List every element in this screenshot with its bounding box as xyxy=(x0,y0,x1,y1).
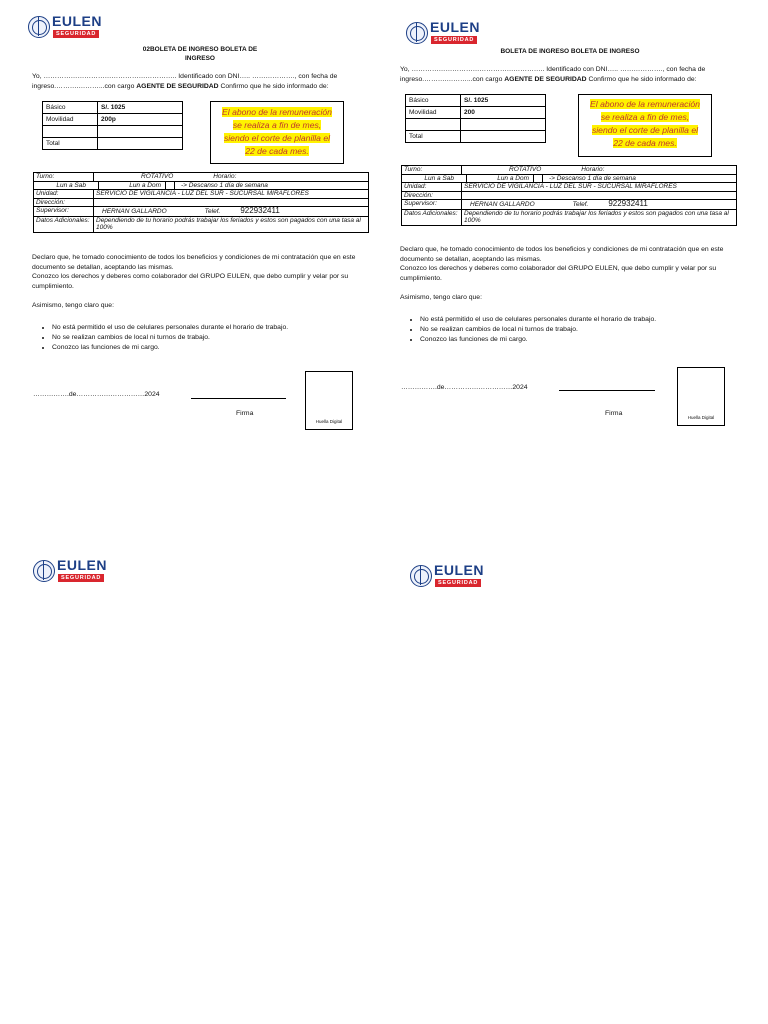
payment-note-box: El abono de la remuneración se realiza a fin de mes, siendo el corte de planilla el 22 de cada mes. xyxy=(578,94,712,157)
declaration-text: Declaro que, he tomado conocimiento de todos los beneficios y condiciones de mi contratación que en este documento se detallan, aceptando las mismas. Conozco los derechos y deberes como colaborador del GRUPO EULEN, que debo cumplir y velar por su cumplimiento. Asimismo, tengo claro que: xyxy=(32,254,356,309)
fingerprint-box: Huella Digital xyxy=(677,367,725,426)
form-title: 02BOLETA DE INGRESO BOLETA DE INGRESO xyxy=(142,46,258,62)
info-table: Turno: ROTATIVO Horario: Lun a Sab Lun a Dom -> Descanso 1 día de semana Unidad: SERVICIO DE VIGILANCIA - LUZ DEL SUR - SUCURSAL MIRAFLORES Dirección: Supervisor: HERNAN GALLARDO Telef. 922932411 Datos Adicionales: Dependiendo de tu horario podrás trabajar los feriados y estos son pagados con una tasa al 100% xyxy=(401,165,737,226)
conditions-list xyxy=(388,315,760,345)
list-item: • No está permitido el uso de celulares personales durante el horario de trabajo. xyxy=(52,323,392,333)
list-item: • No se realizan cambios de local ni turnos de trabajo. xyxy=(420,325,760,335)
eulen-logo: EULEN SEGURIDAD xyxy=(410,563,482,589)
fingerprint-box: Huella Digital xyxy=(305,371,353,430)
intro-text: Yo, ………………………………………………….. Identificado con DNI….. ………………., con fecha de ingreso.……….………...con cargo AGENTE DE SEGURIDAD Confirmo que he sido informado de: xyxy=(400,66,706,83)
globe-icon xyxy=(33,560,55,582)
conditions-list xyxy=(20,323,392,353)
list-item: • Conozco las funciones de mi cargo. xyxy=(52,343,392,353)
pay-table: Básico S/. 1025 Movilidad 200p Total xyxy=(42,101,183,150)
info-table: Turno: ROTATIVO Horario: Lun a Sab Lun a Dom -> Descanso 1 día de semana Unidad: SERVICIO DE VIGILANCIA - LUZ DEL SUR - SUCURSAL MIRAFLORES Dirección: Supervisor: HERNAN GALLARDO Telef. 922932411 Datos Adicionales: Dependiendo de tu horario podrás trabajar los feriados y estos son pagados con una tasa al 100% xyxy=(33,172,369,233)
list-item: • No está permitido el uso de celulares personales durante el horario de trabajo. xyxy=(420,315,760,325)
eulen-logo: EULEN SEGURIDAD xyxy=(33,558,105,584)
eulen-logo: EULEN SEGURIDAD xyxy=(406,20,478,46)
list-item: • Conozco las funciones de mi cargo. xyxy=(420,335,760,345)
payment-note-box: El abono de la remuneración se realiza a fin de mes, siendo el corte de planilla el 22 de cada mes. xyxy=(210,101,344,164)
date-line: …………….de…………………………2024 xyxy=(33,391,160,398)
declaration-text: Declaro que, he tomado conocimiento de todos los beneficios y condiciones de mi contratación que en este documento se detallan, aceptando las mismas. Conozco los derechos y deberes como colaborador del GRUPO EULEN, que debo cumplir y velar por su cumplimiento. Asimismo, tengo claro que: xyxy=(400,246,724,301)
firma-label: Firma xyxy=(605,410,623,417)
pay-table: Básico S/. 1025 Movilidad 200 Total xyxy=(405,94,546,143)
firma-label: Firma xyxy=(236,410,254,417)
date-line: …………….de…………………………2024 xyxy=(401,384,528,391)
intro-text: Yo, ………………………………………………….. Identificado con DNI….. ………………., con fecha de ingreso.……….………...con cargo AGENTE DE SEGURIDAD Confirmo que he sido informado de: xyxy=(32,73,338,90)
globe-icon xyxy=(410,565,432,587)
globe-icon xyxy=(28,16,50,38)
signature-line xyxy=(191,398,286,399)
list-item: • No se realizan cambios de local ni turnos de trabajo. xyxy=(52,333,392,343)
globe-icon xyxy=(406,22,428,44)
signature-line xyxy=(559,390,655,391)
eulen-logo: EULEN SEGURIDAD xyxy=(28,14,100,40)
form-title: BOLETA DE INGRESO BOLETA DE INGRESO xyxy=(500,48,640,55)
